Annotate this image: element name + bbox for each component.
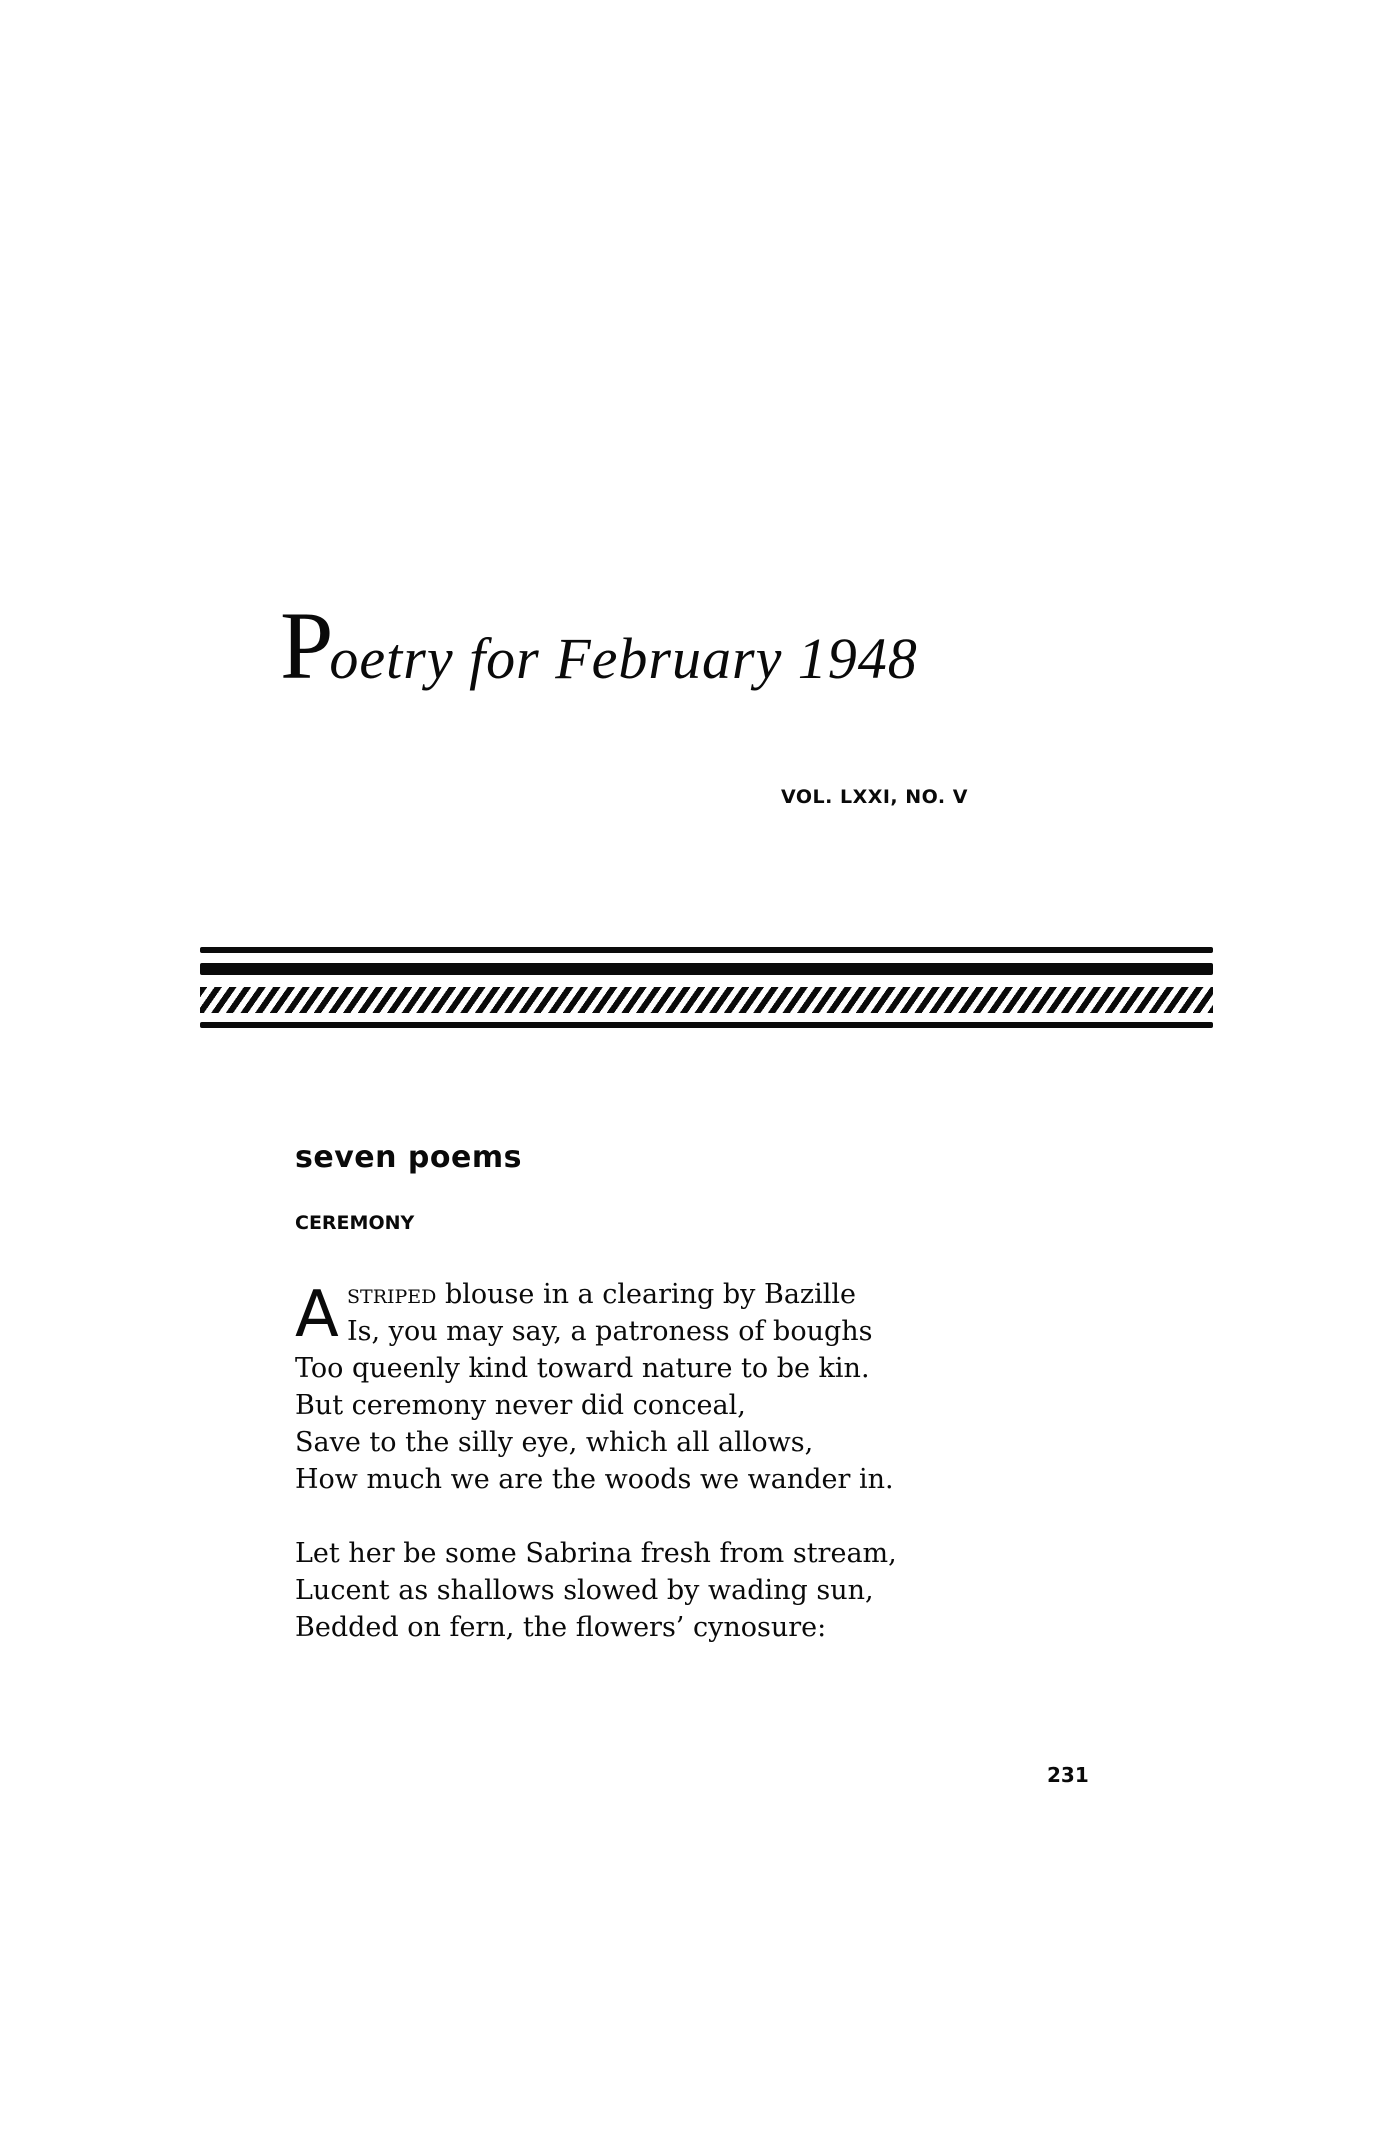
rule-hatch-band bbox=[200, 987, 1213, 1013]
stanza-1 bbox=[295, 1276, 897, 1498]
title-initial: P bbox=[280, 592, 330, 699]
section-heading: seven poems bbox=[295, 1140, 522, 1175]
stanza-2 bbox=[295, 1535, 897, 1646]
poem-line: striped blouse in a clearing by Bazille bbox=[347, 1279, 857, 1310]
stanza-gap bbox=[295, 1498, 897, 1535]
poem-line: Is, you may say, a patroness of boughs bbox=[347, 1316, 873, 1347]
rule-thin-line-bottom bbox=[200, 1022, 1213, 1028]
drop-cap: A bbox=[295, 1278, 339, 1352]
poem-title: CEREMONY bbox=[295, 1212, 415, 1234]
page-title bbox=[280, 592, 918, 699]
rule-thin-line-top bbox=[200, 947, 1213, 953]
page-number: 231 bbox=[1047, 1763, 1089, 1787]
decorative-rule bbox=[200, 942, 1213, 1030]
poem-line: But ceremony never did conceal, bbox=[295, 1390, 746, 1421]
poem-body bbox=[295, 1276, 897, 1646]
poem-line: Save to the silly eye, which all allows, bbox=[295, 1427, 814, 1458]
poem-line: Bedded on fern, the flowers’ cynosure: bbox=[295, 1612, 827, 1643]
poem-line: Too queenly kind toward nature to be kin. bbox=[295, 1353, 870, 1384]
title-text: oetry for February 1948 bbox=[329, 626, 918, 691]
poem-line: Lucent as shallows slowed by wading sun, bbox=[295, 1575, 874, 1606]
poem-line: Let her be some Sabrina fresh from stream, bbox=[295, 1538, 897, 1569]
small-caps-word: striped bbox=[347, 1279, 437, 1310]
poem-line: How much we are the woods we wander in. bbox=[295, 1464, 894, 1495]
rule-thick-line bbox=[200, 963, 1213, 975]
volume-number: VOL. LXXI, NO. V bbox=[781, 786, 968, 808]
